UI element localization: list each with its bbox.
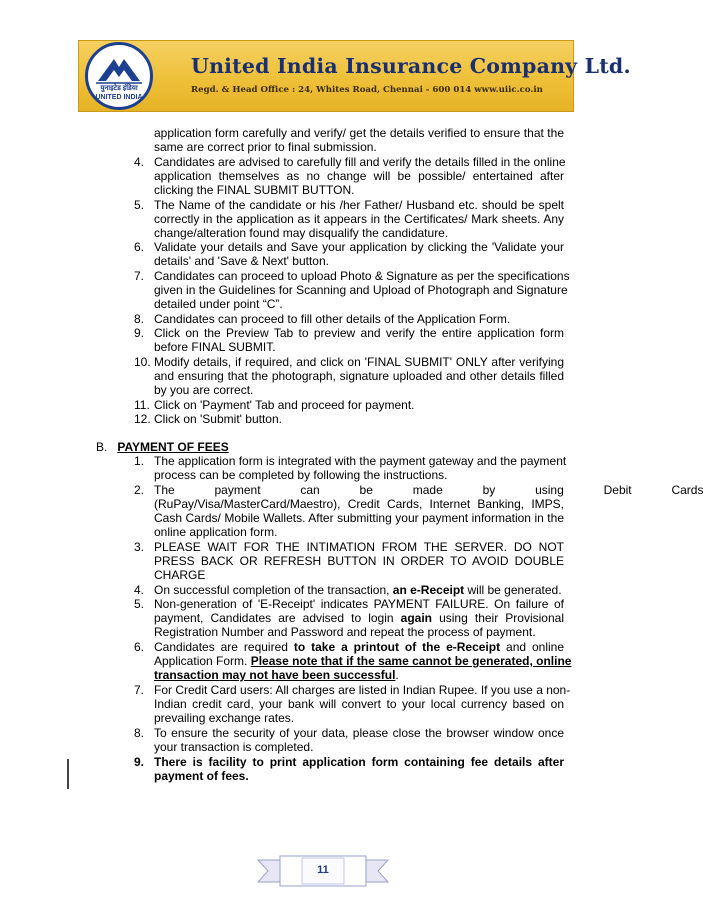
bold-run: an e-Receipt — [392, 583, 465, 597]
bold-run: again — [400, 611, 432, 625]
page-number-ribbon — [258, 852, 388, 890]
section-b-line: For Credit Card users: All charges are listed in Indian Rupee. If you use a non- — [154, 683, 571, 697]
list-number: 7. — [134, 683, 145, 697]
text-run: using their Provisional — [439, 611, 564, 625]
section-b-line — [154, 654, 572, 668]
section-a-line: application themselves as no change will be possible/ entertained after — [154, 169, 564, 183]
section-a-line: Candidates are advised to carefully fill and verify the details filled in the online — [154, 155, 566, 169]
section-a-line: The Name of the candidate or his /her Father/ Husband etc. should be spelt — [154, 198, 564, 212]
logo-english-text: UNITED INDIA — [95, 94, 143, 101]
section-a-line: clicking the FINAL SUBMIT BUTTON. — [154, 183, 355, 197]
section-a-line: Candidates can proceed to upload Photo & Signature as per the specifications — [154, 269, 570, 283]
section-b-line: CHARGE — [154, 568, 206, 582]
company-logo — [85, 42, 153, 110]
text-run: Application Form. — [154, 654, 248, 668]
section-a-line: Validate your details and Save your application by clicking the 'Validate your — [154, 240, 564, 254]
company-address: Regd. & Head Office : 24, Whites Road, Chennai - 600 014 www.uiic.co.in — [191, 85, 543, 95]
list-number: 6. — [134, 240, 145, 254]
section-b-line: There is facility to print application form containing fee details after — [154, 755, 564, 769]
list-number: 9. — [134, 326, 145, 340]
section-a-line: and ensuring that the photograph, signature uploaded and other details filled — [154, 369, 564, 383]
list-number: 3. — [134, 540, 145, 554]
section-b-line: PRESS BACK OR REFRESH BUTTON IN ORDER TO AVOID DOUBLE — [154, 554, 564, 568]
bold-underlined-run: Please note that if the same cannot be generated, online — [250, 654, 572, 668]
list-number: 4. — [134, 155, 145, 169]
section-b-line: process can be completed by following the instructions. — [154, 468, 448, 482]
list-number: 8. — [134, 726, 145, 740]
section-b-line — [154, 583, 562, 597]
text-run: Candidates are required — [154, 640, 288, 654]
section-a-line: given in the Guidelines for Scanning and Upload of Photograph and Signature — [154, 283, 568, 297]
section-a-line: application form carefully and verify/ get the details verified to ensure that the — [154, 126, 564, 140]
logo-hindi-text: युनाइटेड इंडिया — [100, 85, 138, 92]
list-number: 1. — [134, 454, 145, 468]
section-b-line: payment of fees. — [154, 769, 249, 783]
letterhead-banner — [78, 40, 631, 112]
section-title: PAYMENT OF FEES — [117, 440, 229, 454]
section-b-line: The application form is integrated with the payment gateway and the payment — [154, 454, 567, 468]
section-b-line — [154, 668, 399, 682]
section-a-line: Modify details, if required, and click on 'FINAL SUBMIT' ONLY after verifying — [154, 355, 564, 369]
list-number: 2. — [134, 483, 145, 497]
section-a-line: before FINAL SUBMIT. — [154, 340, 276, 354]
section-b-line: Non-generation of 'E-Receipt' indicates PAYMENT FAILURE. On failure of — [154, 597, 564, 611]
text-run: will be generated. — [467, 583, 562, 597]
section-b-line — [154, 640, 564, 654]
section-b-line: Registration Number and Password and repeat the process of payment. — [154, 625, 536, 639]
text-run: On successful completion of the transaction, — [154, 583, 390, 597]
section-a-line: Click on 'Submit' button. — [154, 412, 282, 426]
text-run: and online — [506, 640, 565, 654]
section-b-line: prevailing exchange rates. — [154, 711, 295, 725]
section-a-line: Click on 'Payment' Tab and proceed for payment. — [154, 398, 415, 412]
section-b-line: your transaction is completed. — [154, 740, 314, 754]
section-b-line: online application form. — [154, 525, 278, 539]
list-number: 7. — [134, 269, 145, 283]
text-run: payment, Candidates are advised to login — [154, 611, 394, 625]
section-a-line: correctly in the application as it appears in the Certificates/ Mark sheets. Any — [154, 212, 564, 226]
section-b-line: PLEASE WAIT FOR THE INTIMATION FROM THE SERVER. DO NOT — [154, 540, 564, 554]
list-number: 8. — [134, 312, 145, 326]
list-number: 4. — [134, 583, 145, 597]
bold-underlined-run: transaction may not have been successful — [154, 668, 396, 682]
section-a-line: by you are correct. — [154, 383, 254, 397]
list-number: 10. — [134, 355, 151, 369]
bold-run: to take a printout of the e-Receipt — [293, 640, 501, 654]
list-number: 6. — [134, 640, 145, 654]
section-b-line — [154, 611, 564, 625]
section-b-line: Indian credit card, your bank will convert to your local currency based on — [154, 697, 564, 711]
section-letter: B. — [96, 440, 108, 454]
section-a-line: change/alteration found may disqualify the candidature. — [154, 226, 449, 240]
list-number: 12. — [134, 412, 151, 426]
list-number: 9. — [134, 755, 145, 769]
section-a-line: same are correct prior to final submission. — [154, 140, 377, 154]
list-number: 11. — [134, 398, 150, 412]
section-a-line: detailed under point “C”. — [154, 297, 283, 311]
company-name: United India Insurance Company Ltd. — [191, 54, 631, 78]
text-run: . — [395, 668, 399, 682]
section-b-line: (RuPay/Visa/MasterCard/Maestro), Credit Cards, Internet Banking, IMPS, — [154, 497, 564, 511]
list-number: 5. — [134, 198, 145, 212]
section-a-line: Click on the Preview Tab to preview and verify the entire application form — [154, 326, 564, 340]
page-number: 11 — [317, 864, 329, 876]
margin-change-bar — [67, 759, 69, 789]
list-number: 5. — [134, 597, 145, 611]
section-b-line: Cash Cards/ Mobile Wallets. After submitting your payment information in the — [154, 511, 564, 525]
section-a-line: details' and 'Save & Next' button. — [154, 254, 329, 268]
section-b-line: The payment can be made by using Debit Cards — [154, 483, 703, 497]
section-b-heading — [96, 440, 229, 454]
section-a-line: Candidates can proceed to fill other details of the Application Form. — [154, 312, 511, 326]
section-b-line: To ensure the security of your data, please close the browser window once — [154, 726, 564, 740]
